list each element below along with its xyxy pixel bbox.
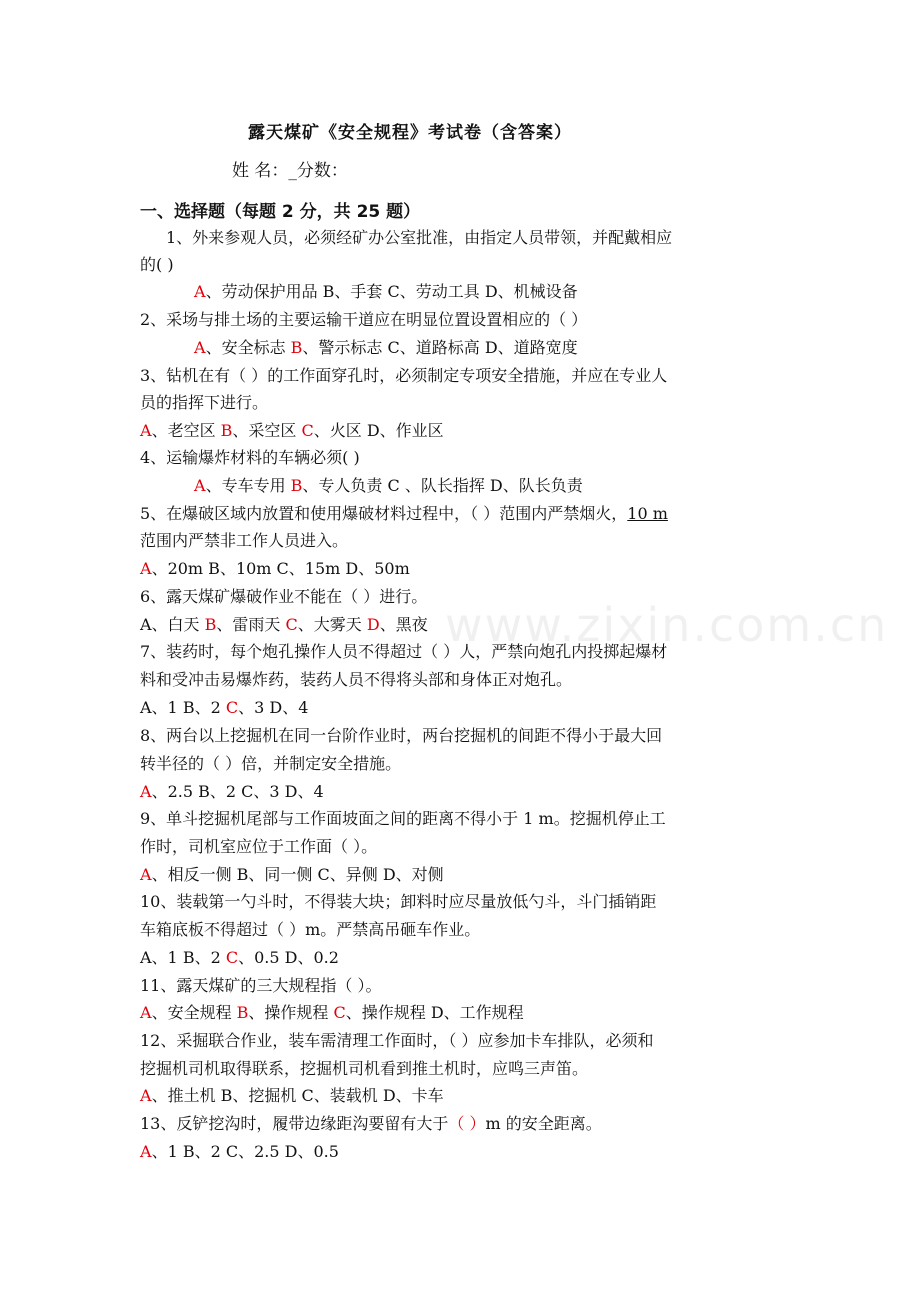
option-text: 、老空区 (151, 421, 221, 440)
option-text: 、安全标志 (205, 338, 291, 357)
option-letter: A (140, 1086, 152, 1105)
question-12-options (140, 1085, 444, 1107)
question-8-text-cont: 转半径的（ ）倍，并制定安全措施。 (140, 754, 402, 773)
option-text: 、1 B、2 C、2.5 D、0.5 (151, 1142, 339, 1161)
question-12-text-cont: 挖掘机司机取得联系，挖掘机司机看到推土机时，应鸣三声笛。 (140, 1059, 589, 1078)
option-letter: A (140, 865, 152, 884)
option-letter: A (194, 476, 206, 495)
question-text-part: 5、在爆破区域内放置和使用爆破材料过程中，（ ）范围内严禁烟火， (140, 504, 628, 523)
question-1-options (194, 281, 578, 303)
option-text: 、采空区 (232, 421, 302, 440)
question-7-text-cont: 料和受冲击易爆炸药，装药人员不得将头部和身体正对炮孔。 (140, 670, 573, 689)
question-9-options (140, 864, 444, 886)
watermark: www.zixin.com.cn (445, 598, 889, 652)
question-11-options (140, 1002, 524, 1024)
option-letter: B (290, 476, 303, 495)
question-9-text-cont: 作时，司机室应位于工作面（ ）。 (140, 837, 378, 856)
option-text: 、3 D、4 (238, 698, 309, 717)
question-12-text: 12、采掘联合作业，装车需清理工作面时，（ ）应参加卡车排队，必须和 (140, 1031, 654, 1050)
option-letter: C (301, 421, 314, 440)
question-11-text: 11、露天煤矿的三大规程指（ ）。 (140, 976, 382, 995)
answer-blank: （ ） (448, 1114, 486, 1133)
option-letter: A (194, 338, 206, 357)
option-text: 、推土机 B、挖掘机 C、装载机 D、卡车 (151, 1086, 444, 1105)
question-5-text (140, 503, 668, 525)
option-text: 、大雾天 (297, 615, 367, 634)
question-2-options (194, 337, 578, 359)
question-8-text: 8、两台以上挖掘机在同一台阶作业时，两台挖掘机的间距不得小于最大回 (140, 726, 663, 745)
question-13-text (140, 1113, 602, 1135)
question-text-part: m 的安全距离。 (485, 1114, 602, 1133)
question-10-options (140, 947, 339, 969)
option-letter: B (236, 1003, 249, 1022)
question-4-options (194, 475, 583, 497)
document-title: 露天煤矿《安全规程》考试卷（含答案） (248, 123, 572, 143)
option-letter: A (194, 282, 206, 301)
option-text: 、安全规程 (151, 1003, 237, 1022)
option-text: A、1 B、2 (140, 698, 226, 717)
question-3-options (140, 420, 444, 442)
option-text: 、0.5 D、0.2 (238, 948, 339, 967)
question-7-text: 7、装药时，每个炮孔操作人员不得超过（ ）人，严禁向炮孔内投掷起爆材 (140, 642, 668, 661)
underlined-distance: 10 m (627, 504, 668, 523)
question-4-text: 4、运输爆炸材料的车辆必须( ) (140, 448, 360, 467)
option-text: 、专车专用 (205, 476, 291, 495)
question-5-text-cont: 范围内严禁非工作人员进入。 (140, 531, 349, 550)
question-1-text: 1、外来参观人员，必须经矿办公室批准，由指定人员带领，并配戴相应 (166, 228, 673, 247)
question-10-text-cont: 车箱底板不得超过（ ）m。严禁高吊砸车作业。 (140, 920, 481, 939)
question-13-options (140, 1141, 339, 1163)
question-5-options (140, 558, 410, 580)
option-letter: B (204, 615, 217, 634)
option-letter: C (225, 698, 239, 717)
question-6-text: 6、露天煤矿爆破作业不能在（ ）进行。 (140, 587, 428, 606)
question-3-text-cont: 员的指挥下进行。 (140, 393, 269, 412)
question-7-options (140, 697, 308, 719)
option-letter: A (140, 421, 152, 440)
option-letter: C (225, 948, 239, 967)
question-6-options (140, 614, 428, 636)
option-text: 、警示标志 C、道路标高 D、道路宽度 (302, 338, 578, 357)
option-letter: A (140, 559, 152, 578)
question-3-text: 3、钻机在有（ ）的工作面穿孔时，必须制定专项安全措施，并应在专业人 (140, 366, 668, 385)
option-text: 、相反一侧 B、同一侧 C、异侧 D、对侧 (151, 865, 444, 884)
option-letter: A (140, 782, 152, 801)
option-text: 、雷雨天 (216, 615, 286, 634)
option-text: A、白天 (140, 615, 205, 634)
option-text: 、操作规程 (248, 1003, 334, 1022)
option-text: 、操作规程 D、工作规程 (345, 1003, 524, 1022)
name-score-line: 姓 名：_分数： (232, 161, 348, 181)
option-letter: A (140, 1003, 152, 1022)
option-text: A、1 B、2 (140, 948, 226, 967)
question-9-text: 9、单斗挖掘机尾部与工作面坡面之间的距离不得小于 1 m。挖掘机停止工 (140, 809, 666, 828)
option-text: 、2.5 B、2 C、3 D、4 (151, 782, 324, 801)
option-text: 、黑夜 (379, 615, 428, 634)
question-text-part: 13、反铲挖沟时，履带边缘距沟要留有大于 (140, 1114, 449, 1133)
option-letter: D (366, 615, 380, 634)
option-letter: A (140, 1142, 152, 1161)
option-text: 、劳动保护用品 B、手套 C、劳动工具 D、机械设备 (205, 282, 578, 301)
option-text: 、火区 D、作业区 (313, 421, 444, 440)
option-letter: C (285, 615, 298, 634)
option-text: 、专人负责 C 、队长指挥 D、队长负责 (302, 476, 583, 495)
section-heading: 一、选择题（每题 2 分，共 25 题） (140, 202, 421, 222)
option-text: 、20m B、10m C、15m D、50m (151, 559, 410, 578)
option-letter: B (290, 338, 303, 357)
option-letter: B (220, 421, 233, 440)
question-10-text: 10、装载第一勺斗时，不得装大块；卸料时应尽量放低勺斗，斗门插销距 (140, 892, 657, 911)
question-1-text-cont: 的( ) (140, 255, 174, 274)
option-letter: C (333, 1003, 346, 1022)
question-8-options (140, 781, 324, 803)
question-2-text: 2、采场与排土场的主要运输干道应在明显位置设置相应的（ ） (140, 310, 588, 329)
